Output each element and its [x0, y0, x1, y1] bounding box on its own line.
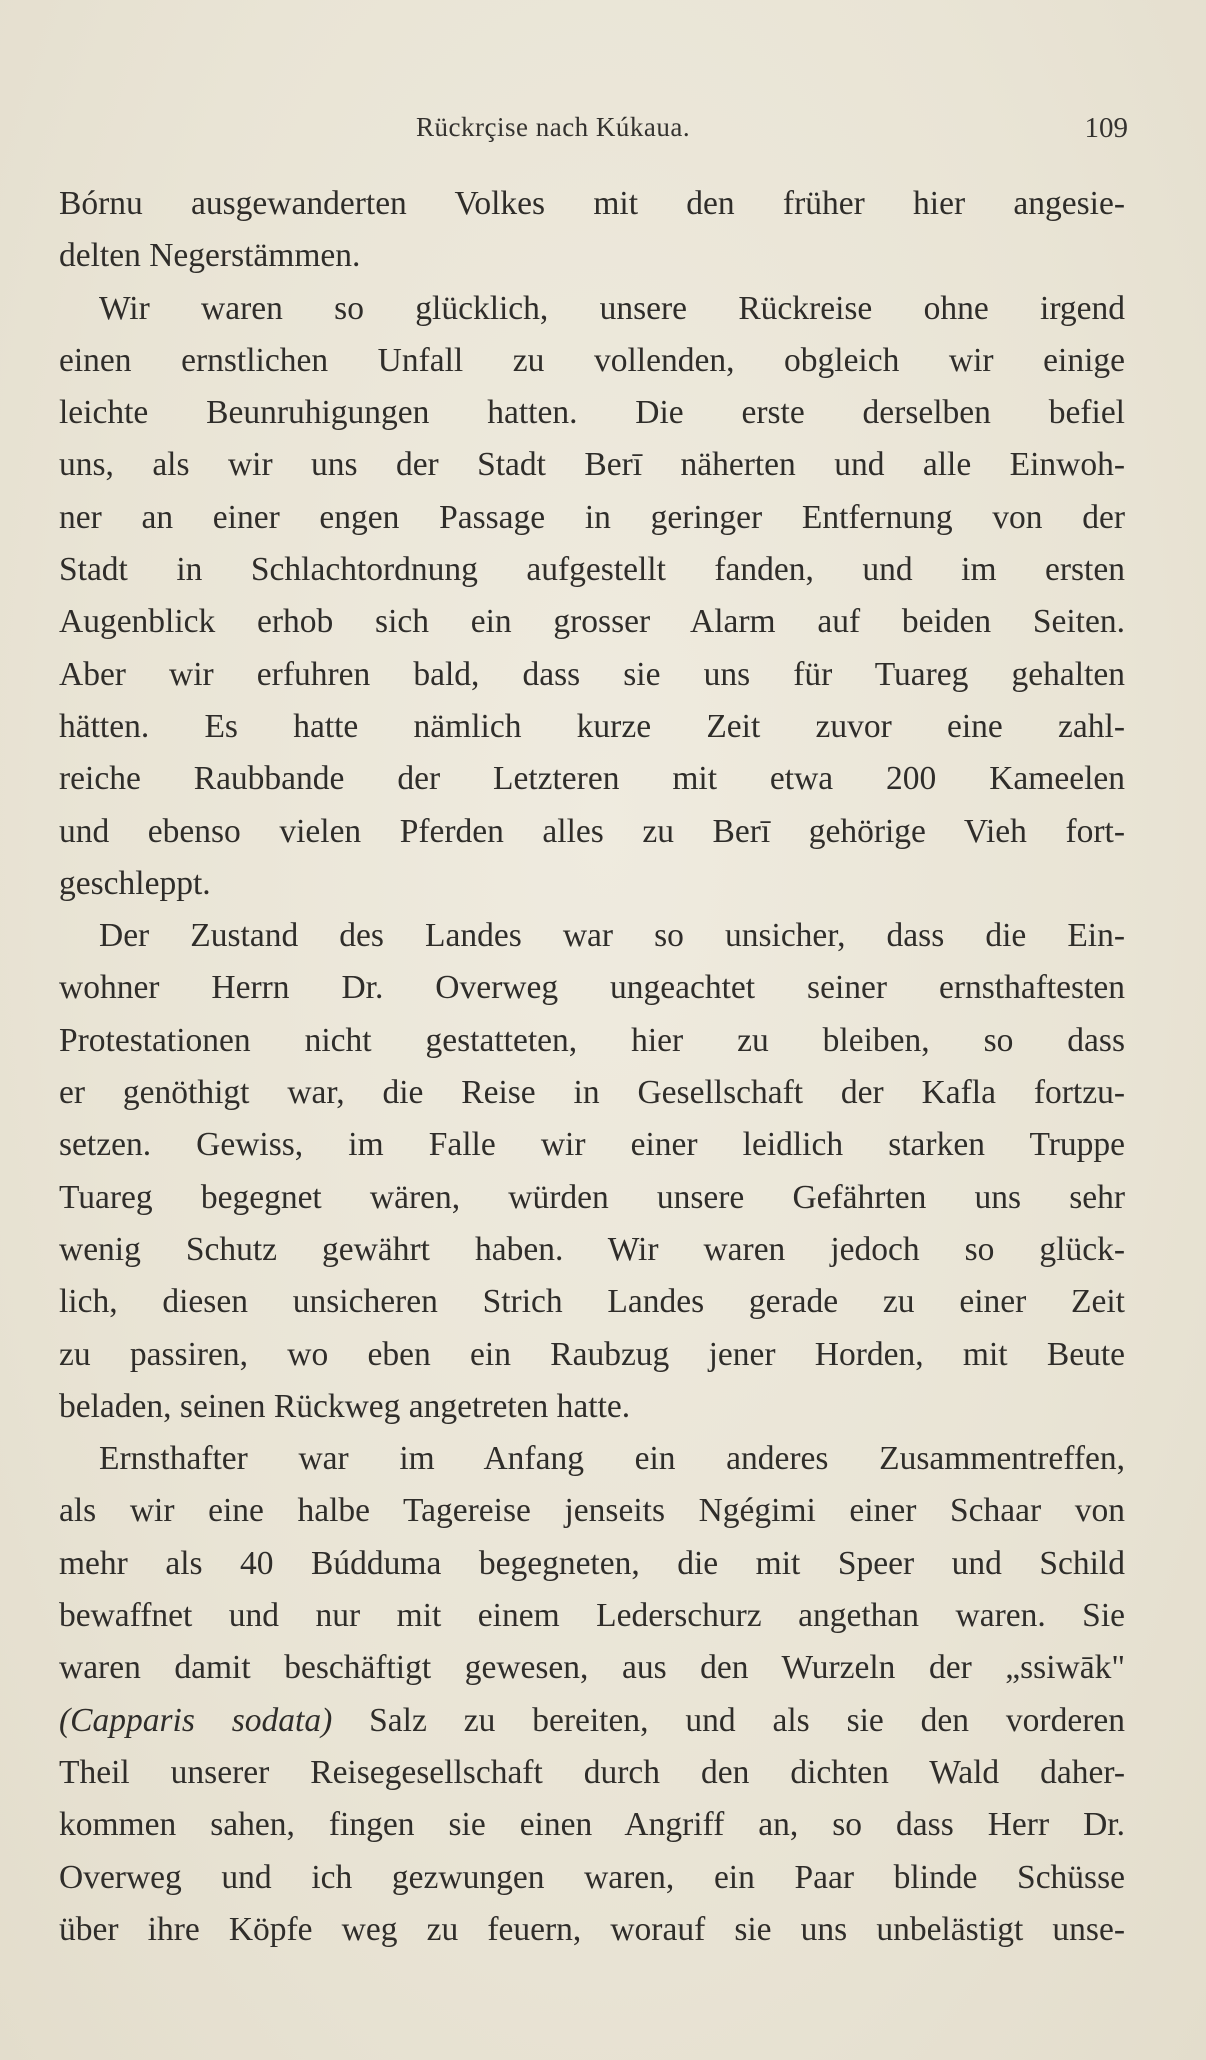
- text-line: waren damit beschäftigt gewesen, aus den Wurzeln der „ssiwāk": [59, 1649, 1125, 1687]
- paragraph-start-line: Der Zustand des Landes war so unsicher, dass die Ein-: [99, 917, 1125, 955]
- text-line: er genöthigt war, die Reise in Gesellschaft der Kafla fortzu-: [59, 1074, 1125, 1112]
- text-line: lich, diesen unsicheren Strich Landes gerade zu einer Zeit: [59, 1283, 1125, 1321]
- running-title: Rückrçise nach Kúkaua.: [416, 112, 691, 142]
- text-line: reiche Raubbande der Letzteren mit etwa 200 Kameelen: [59, 760, 1125, 798]
- text-line-rest: Salz zu bereiten, und als sie den vorderen: [332, 1701, 1125, 1739]
- italic-species-name: (Capparis sodata): [59, 1701, 333, 1739]
- text-line: Theil unserer Reisegesellschaft durch den dichten Wald daher-: [59, 1753, 1125, 1791]
- text-line: mehr als 40 Búdduma begegneten, die mit Speer und Schild: [59, 1544, 1125, 1582]
- running-header: [0, 112, 1206, 152]
- text-line: ner an einer engen Passage in geringer Entfernung von der: [59, 498, 1125, 536]
- text-line: uns, als wir uns der Stadt Berī näherten und alle Einwoh-: [59, 446, 1125, 484]
- paragraph-start-line: Ernsthafter war im Anfang ein anderes Zusammentreffen,: [99, 1440, 1125, 1478]
- page-number: 109: [1084, 112, 1128, 144]
- body-text: [59, 178, 1125, 1956]
- text-line: beladen, seinen Rückweg angetreten hatte.: [59, 1387, 631, 1425]
- text-line: Stadt in Schlachtordnung aufgestellt fanden, und im ersten: [59, 551, 1125, 589]
- text-line: über ihre Köpfe weg zu feuern, worauf sie uns unbelästigt unse-: [59, 1910, 1125, 1948]
- text-line: zu passiren, wo eben ein Raubzug jener Horden, mit Beute: [59, 1335, 1125, 1373]
- text-line: wohner Herrn Dr. Overweg ungeachtet seiner ernsthaftesten: [59, 969, 1125, 1007]
- text-line: kommen sahen, fingen sie einen Angriff an, so dass Herr Dr.: [59, 1806, 1125, 1844]
- paragraph-start-line: Wir waren so glücklich, unsere Rückreise ohne irgend: [99, 289, 1125, 327]
- text-line: geschleppt.: [59, 864, 211, 902]
- text-line: Overweg und ich gezwungen waren, ein Paar blinde Schüsse: [59, 1858, 1125, 1896]
- text-line: und ebenso vielen Pferden alles zu Berī gehörige Vieh fort-: [59, 812, 1125, 850]
- text-line: hätten. Es hatte nämlich kurze Zeit zuvor eine zahl-: [59, 707, 1125, 745]
- text-line: wenig Schutz gewährt haben. Wir waren jedoch so glück-: [59, 1230, 1125, 1268]
- text-line: leichte Beunruhigungen hatten. Die erste derselben befiel: [59, 394, 1125, 432]
- text-line: bewaffnet und nur mit einem Lederschurz angethan waren. Sie: [59, 1597, 1125, 1635]
- text-line: setzen. Gewiss, im Falle wir einer leidlich starken Truppe: [59, 1126, 1125, 1164]
- text-line: Protestationen nicht gestatteten, hier zu bleiben, so dass: [59, 1021, 1125, 1059]
- text-line: [59, 1695, 1125, 1747]
- text-line: einen ernstlichen Unfall zu vollenden, obgleich wir einige: [59, 341, 1125, 379]
- text-line: als wir eine halbe Tagereise jenseits Ngégimi einer Schaar von: [59, 1492, 1125, 1530]
- text-line: Bórnu ausgewanderten Volkes mit den früher hier angesie-: [59, 185, 1125, 222]
- text-line: Tuareg begegnet wären, würden unsere Gefährten uns sehr: [59, 1178, 1125, 1216]
- text-line: Augenblick erhob sich ein grosser Alarm auf beiden Seiten.: [59, 603, 1125, 641]
- text-line: delten Negerstämmen.: [59, 237, 361, 275]
- text-line: Aber wir erfuhren bald, dass sie uns für Tuareg gehalten: [59, 655, 1125, 693]
